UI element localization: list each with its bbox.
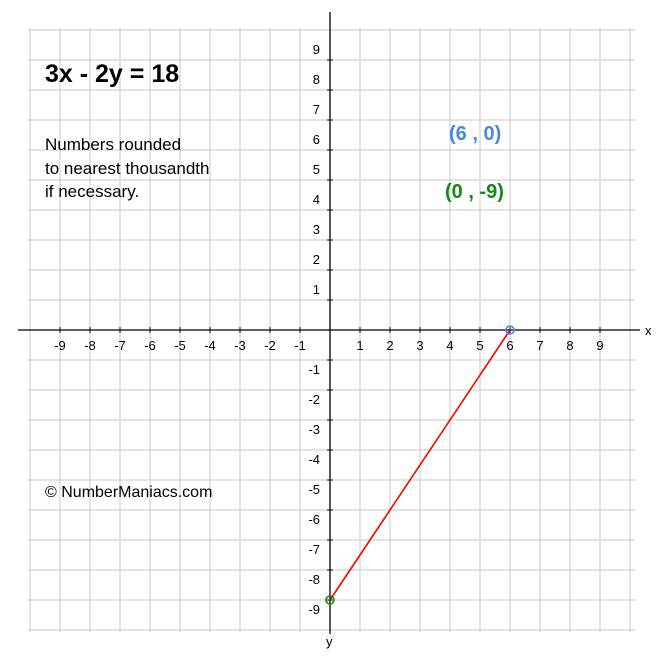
x-tick-label: -7 — [114, 338, 126, 353]
x-tick-label: -9 — [54, 338, 66, 353]
y-tick-label: 8 — [312, 72, 320, 87]
x-axis-label: x — [645, 323, 652, 338]
rounding-note — [45, 133, 209, 204]
x-tick-label: 5 — [476, 338, 484, 353]
x-tick-label: 9 — [596, 338, 604, 353]
y-tick-label: -5 — [308, 482, 320, 497]
y-tick-label: -8 — [308, 572, 320, 587]
x-tick-label: 3 — [416, 338, 424, 353]
x-tick-label: 2 — [386, 338, 394, 353]
axes — [18, 12, 652, 649]
x-tick-label: -8 — [84, 338, 96, 353]
point-label-x-intercept: (6 , 0) — [449, 123, 502, 145]
y-tick-label: 3 — [312, 222, 320, 237]
point-label-y-intercept: (0 , -9) — [445, 181, 504, 203]
x-tick-label: -2 — [264, 338, 276, 353]
y-tick-label: -7 — [308, 542, 320, 557]
x-tick-label: -4 — [204, 338, 216, 353]
x-tick-label: 1 — [356, 338, 364, 353]
x-tick-label: -6 — [144, 338, 156, 353]
y-tick-label: 9 — [312, 42, 320, 57]
copyright-notice: © NumberManiacs.com — [45, 484, 213, 501]
y-tick-label: -1 — [308, 362, 320, 377]
y-tick-label: -3 — [308, 422, 320, 437]
y-tick-label: 4 — [312, 192, 320, 207]
x-tick-label: -3 — [234, 338, 246, 353]
x-tick-label: -5 — [174, 338, 186, 353]
y-tick-label: -4 — [308, 452, 320, 467]
note-line-3: if necessary. — [45, 182, 140, 201]
y-axis-label: y — [326, 634, 333, 649]
y-tick-label: 2 — [312, 252, 320, 267]
x-tick-label: 4 — [446, 338, 454, 353]
note-line-1: Numbers rounded — [45, 135, 182, 154]
note-line-2: to nearest thousandth — [45, 158, 210, 178]
x-tick-label: 7 — [536, 338, 544, 353]
equation-title: 3x - 2y = 18 — [45, 60, 180, 88]
y-tick-label: -2 — [308, 392, 320, 407]
y-tick-label: 7 — [312, 102, 320, 117]
y-tick-label: -6 — [308, 512, 320, 527]
y-tick-label: 1 — [312, 282, 320, 297]
x-tick-label: 6 — [506, 338, 514, 353]
y-tick-label: -9 — [308, 602, 320, 617]
y-tick-label: 5 — [312, 162, 320, 177]
x-tick-label: -1 — [294, 338, 306, 353]
y-tick-label: 6 — [312, 132, 320, 147]
x-tick-label: 8 — [566, 338, 574, 353]
